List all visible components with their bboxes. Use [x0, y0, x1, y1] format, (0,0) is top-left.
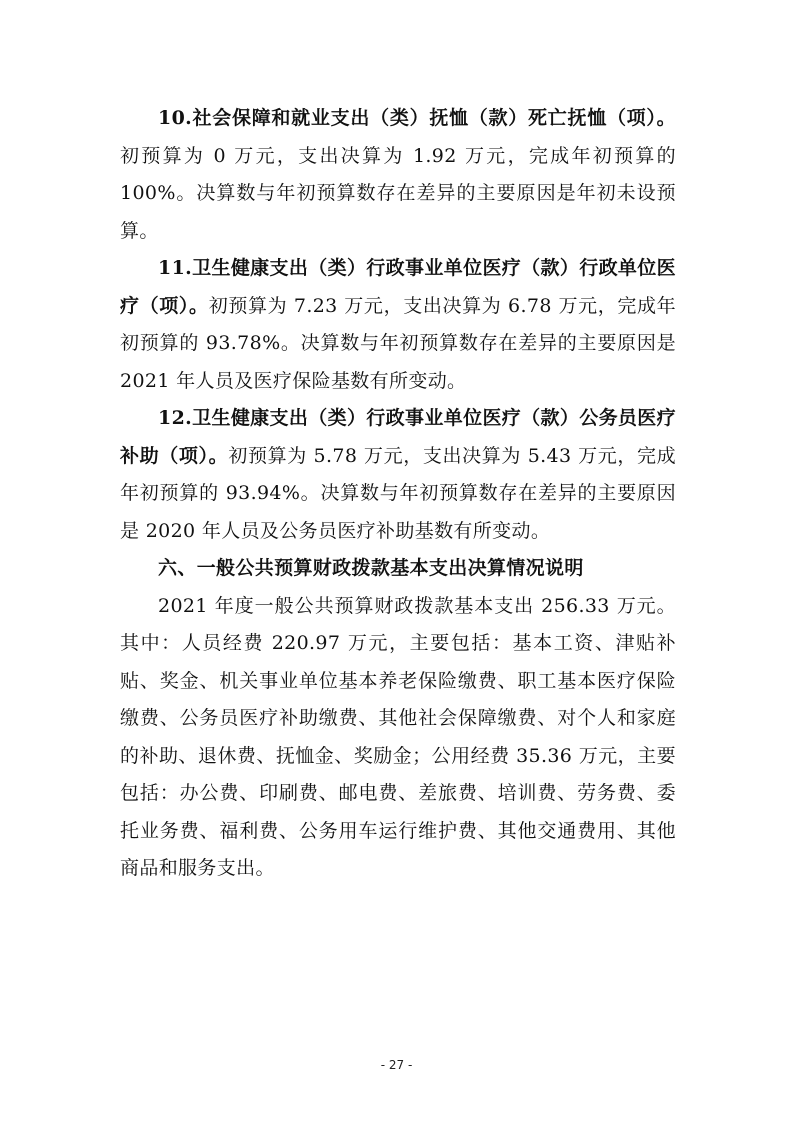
item-10-body: 初预算为 0 万元，支出决算为 1.92 万元，完成年初预算的 100%。决算数与年初预算数存在差异的主要原因是年初未设预算。 [120, 144, 676, 242]
item-11-title: 11.卫生健康支出（类）行政事业单位医疗（款）行政单位医疗（项）。 [120, 257, 676, 317]
page-content [120, 100, 676, 888]
paragraph-item-10 [120, 100, 676, 250]
section-heading: 六、一般公共预算财政拨款基本支出决算情况说明 [158, 557, 584, 579]
item-12-body: 初预算为 5.78 万元，支出决算为 5.43 万元，完成年初预算的 93.94%。决算数与年初预算数存在差异的主要原因是 2020 年人员及公务员医疗补助基数有所变动。 [120, 444, 676, 542]
item-11-body: 初预算为 7.23 万元，支出决算为 6.78 万元，完成年初预算的 93.78%。决算数与年初预算数存在差异的主要原因是 2021 年人员及医疗保险基数有所变动。 [120, 294, 676, 392]
item-10-title: 10.社会保障和就业支出（类）抚恤（款）死亡抚恤（项）。 [158, 107, 676, 129]
page-number: - 27 - [380, 1058, 413, 1072]
item-12-title: 12.卫生健康支出（类）行政事业单位医疗（款）公务员医疗补助（项）。 [120, 407, 676, 467]
section-body: 2021 年度一般公共预算财政拨款基本支出 256.33 万元。其中：人员经费 220.97 万元，主要包括：基本工资、津贴补贴、奖金、机关事业单位基本养老保险缴费、职工基本医疗保险缴费、公务员医疗补助缴费、其他社会保障缴费、对个人和家庭的补助、退休费、抚恤金、奖励金；公用经费 35.36 万元，主要包括：办公费、印刷费、邮电费、差旅费、培训费、劳务费、委托业务费、福利费、公务用车运行维护费、其他交通费用、其他商品和服务支出。 [120, 594, 676, 879]
paragraph-item-11 [120, 250, 676, 400]
paragraph-item-12 [120, 400, 676, 550]
